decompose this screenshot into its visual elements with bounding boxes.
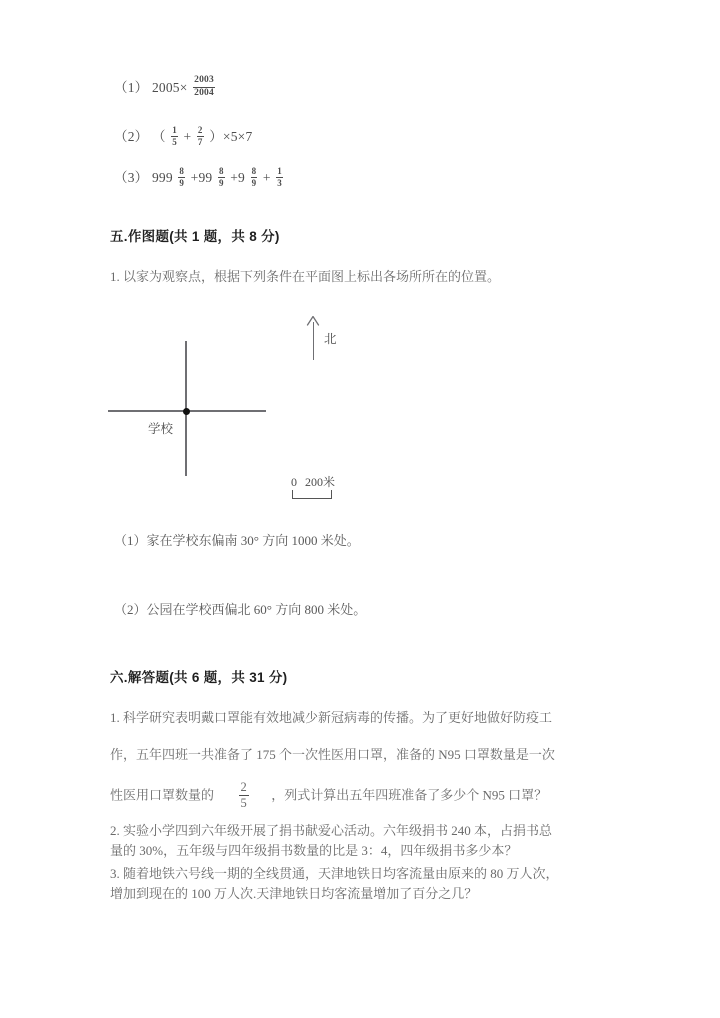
- section-six-question-1-line-3: [110, 782, 547, 811]
- scale-bar-value-label: 200米: [305, 475, 336, 489]
- formula-3-fraction-d-denominator: 3: [277, 178, 282, 189]
- formula-item-1: [114, 76, 217, 100]
- section-six-question-1-line-1: 1. 科学研究表明戴口罩能有效地减少新冠病毒的传播。为了更好地做好防疫工: [110, 710, 553, 725]
- north-arrow-shaft: [313, 322, 315, 360]
- diagram-origin-point: [183, 408, 190, 415]
- formula-3-fraction-c: [251, 167, 258, 189]
- formula-2-fraction-2: [197, 126, 204, 148]
- formula-1-index: （1）: [114, 80, 149, 95]
- north-direction-label: 北: [324, 332, 337, 346]
- formula-3-fraction-b-numerator: 8: [218, 167, 225, 178]
- formula-2-open-paren: （: [151, 129, 166, 144]
- formula-2-index: （2）: [114, 129, 149, 144]
- formula-3-fraction-c-numerator: 8: [251, 167, 258, 178]
- section-six-question-1-line-3-suffix: ，列式计算出五年四班准备了多少个 N95 口罩？: [271, 787, 548, 803]
- section-six-question-1-fraction-denominator: 5: [240, 796, 247, 811]
- section-six-question-2-line-2: 量的 30%，五年级与四年级捐书数量的比是 3：4，四年级捐书多少本？: [110, 843, 518, 858]
- section-five-question-1: 1. 以家为观察点，根据下列条件在平面图上标出各场所所在的位置。: [110, 269, 501, 284]
- section-five-sub-question-2: （2）公园在学校西偏北 60° 方向 800 米处。: [114, 602, 367, 617]
- formula-2-fraction-1-numerator: 1: [171, 126, 178, 137]
- formula-1-fraction: [193, 76, 215, 99]
- section-six-question-1-fraction: [239, 781, 249, 810]
- formula-3-index: （3）: [114, 170, 149, 185]
- formula-2-operator: +: [183, 129, 192, 144]
- formula-3-term-b-integer: +99: [190, 170, 213, 185]
- formula-3-fraction-b-denominator: 9: [218, 178, 224, 189]
- section-six-question-1-fraction-numerator: 2: [239, 781, 249, 796]
- scale-bar-bracket: [292, 490, 332, 499]
- formula-1-denominator: 2004: [194, 88, 214, 99]
- formula-2-fraction-2-denominator: 7: [197, 137, 203, 148]
- formula-3-fraction-b: [218, 167, 225, 189]
- section-six-question-3-line-2: 增加到现在的 100 万人次.天津地铁日均客流量增加了百分之几？: [110, 886, 478, 901]
- section-six-question-3-line-1: 3. 随着地铁六号线一期的全线贯通，天津地铁日均客流量由原来的 80 万人次，: [110, 866, 559, 881]
- formula-item-2: [114, 125, 252, 149]
- scale-bar-zero-label: 0: [291, 475, 297, 489]
- formula-3-term-a-integer: 999: [151, 170, 173, 185]
- diagram-vertical-axis: [185, 341, 187, 476]
- formula-3-term-c-integer: +9: [230, 170, 245, 185]
- north-arrow-head-icon: [306, 316, 320, 326]
- formula-2-suffix: ）×5×7: [209, 129, 253, 144]
- formula-3-term-d-operator: +: [262, 170, 271, 185]
- formula-3-fraction-d-numerator: 1: [276, 167, 283, 178]
- section-six-heading: 六.解答题(共 6 题，共 31 分): [110, 670, 288, 685]
- section-five-heading: 五.作图题(共 1 题，共 8 分): [110, 229, 280, 244]
- section-six-question-1-line-3-prefix: 性医用口罩数量的: [110, 787, 215, 803]
- formula-3-fraction-c-denominator: 9: [251, 178, 257, 189]
- diagram-origin-label: 学校: [148, 422, 174, 436]
- section-six-question-1-line-2: 作，五年四班一共准备了 175 个一次性医用口罩，准备的 N95 口罩数量是一次: [110, 747, 555, 762]
- formula-2-fraction-2-numerator: 2: [197, 126, 204, 137]
- formula-3-fraction-a-numerator: 8: [178, 167, 185, 178]
- formula-item-3: [114, 166, 285, 190]
- diagram-horizontal-axis: [108, 410, 266, 412]
- section-five-sub-question-1: （1）家在学校东偏南 30° 方向 1000 米处。: [114, 533, 360, 548]
- formula-2-fraction-1-denominator: 5: [172, 137, 177, 148]
- formula-3-fraction-d: [276, 167, 283, 189]
- section-six-question-2-line-1: 2. 实验小学四到六年级开展了捐书献爱心活动。六年级捐书 240 本，占捐书总: [110, 823, 553, 838]
- formula-2-fraction-1: [171, 126, 178, 148]
- formula-3-fraction-a-denominator: 9: [179, 178, 185, 189]
- formula-1-numerator: 2003: [193, 76, 215, 88]
- formula-1-expression: 2005×: [151, 80, 188, 95]
- formula-3-fraction-a: [178, 167, 185, 189]
